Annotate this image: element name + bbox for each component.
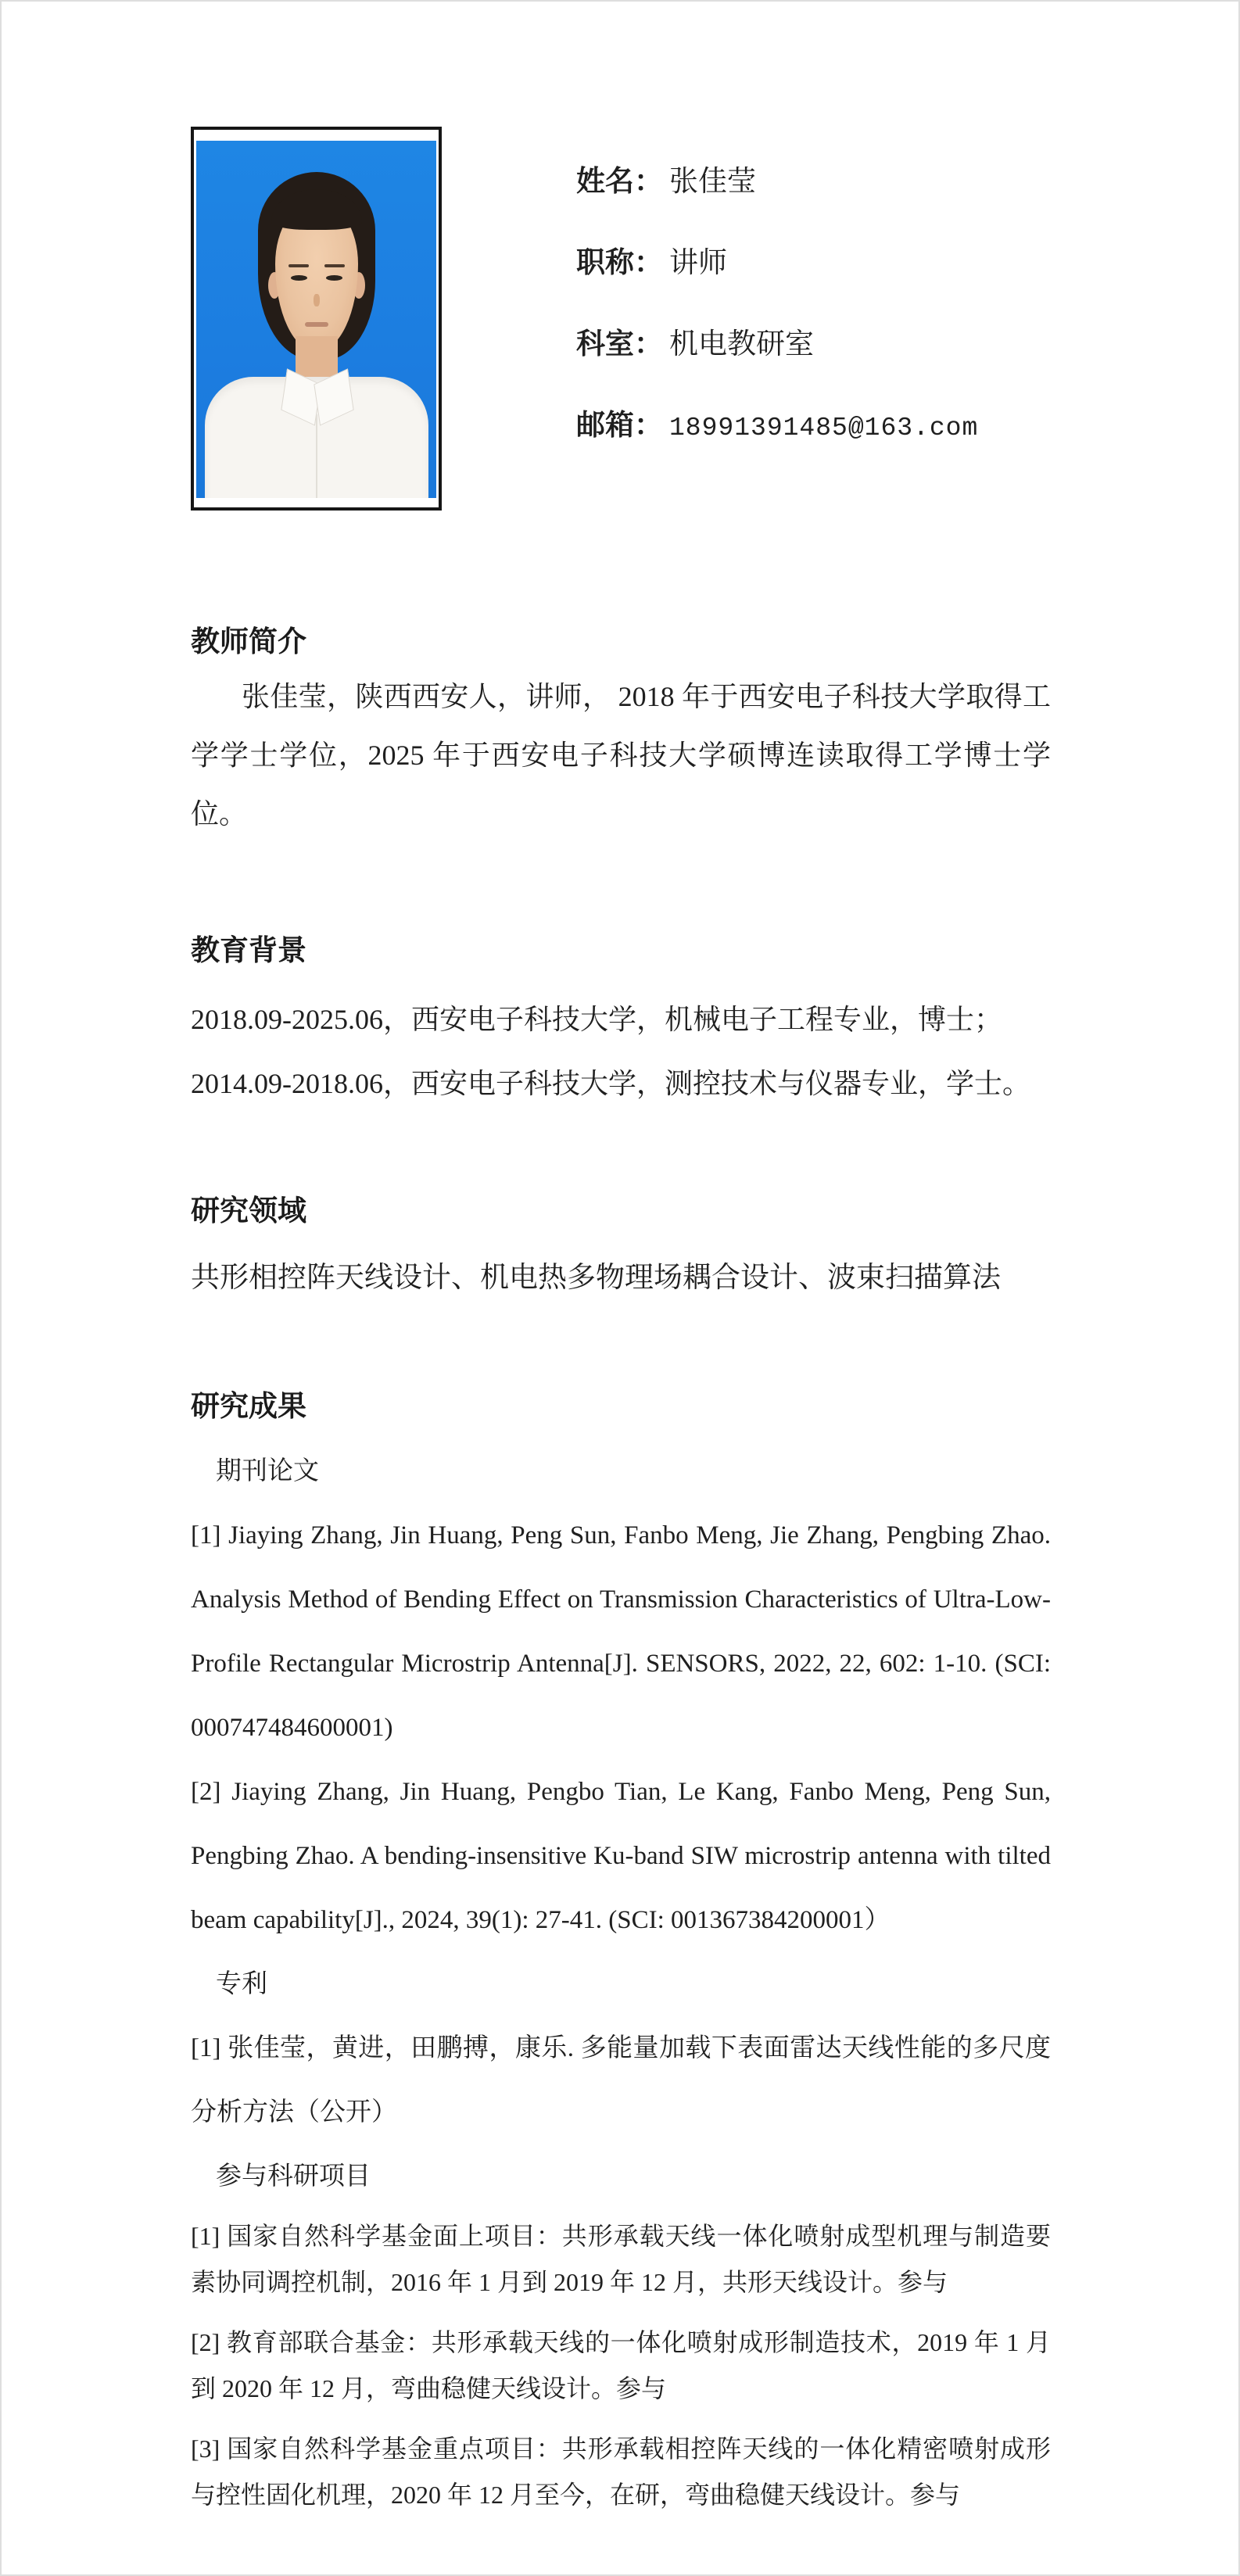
person-nose (314, 294, 320, 306)
department-value: 机电教研室 (669, 328, 814, 360)
research-project-item: [2] 教育部联合基金：共形承载天线的一体化喷射成形制造技术，2019 年 1 月到 2020 年 12 月，弯曲稳健天线设计。参与 (191, 2328, 1051, 2402)
profile-header (191, 127, 1051, 511)
research-areas-line: 共形相控阵天线设计、机电热多物理场耦合设计、波束扫描算法 (191, 1262, 1001, 1294)
person-eye-left (291, 275, 307, 281)
title-value: 讲师 (669, 247, 727, 279)
journal-paper-item: [1] Jiaying Zhang, Jin Huang, Peng Sun, Fanbo Meng, Jie Zhang, Pengbing Zhao. Analysis Method of Bending Effect on Transmission Characteristics of Ultra-Low-Profile Rectangular Microstrip Antenna[J]. SENSORS, 2022, 22, 602: 1-10. (SCI: 000747484600001) (191, 1521, 1051, 1742)
profile-photo (191, 127, 442, 511)
research-project-item: [3] 国家自然科学基金重点项目：共形承载相控阵天线的一体化精密喷射成形与控性固化机理，2020 年 12 月至今，在研，弯曲稳健天线设计。参与 (191, 2434, 1051, 2509)
subheading-research-projects: 参与科研项目 (216, 2162, 371, 2191)
subheading-patents: 专利 (216, 1970, 267, 1998)
subheading-journal-papers: 期刊论文 (216, 1457, 319, 1485)
name-label: 姓名： (576, 166, 663, 198)
title-label: 职称： (576, 247, 663, 279)
info-row-name (576, 167, 978, 197)
journal-paper-item: [2] Jiaying Zhang, Jin Huang, Pengbo Tian, Le Kang, Fanbo Meng, Peng Sun, Pengbing Zhao. A bending-insensitive Ku-band SIW microstrip antenna with tilted beam capability[J]., 2024, 39(1): 27-41. (SCI: 001367384200001） (191, 1778, 1051, 1934)
email-value: 18991391485@163.com (669, 414, 979, 442)
person-shirt-placket (316, 414, 317, 498)
department-label: 科室： (576, 328, 663, 360)
education-item: 2014.09-2018.06，西安电子科技大学，测控技术与仪器专业，学士。 (191, 1068, 1030, 1099)
info-row-department (576, 330, 978, 360)
basic-info-list (576, 127, 978, 511)
person-mouth (305, 322, 328, 327)
email-label: 邮箱： (576, 410, 663, 442)
patent-item: [1] 张佳莹，黄进，田鹏搏，康乐. 多能量加载下表面雷达天线性能的多尺度分析方法（公开） (191, 2034, 1051, 2126)
section-heading-teacher-intro: 教师简介 (191, 626, 306, 658)
info-row-email (576, 411, 978, 441)
person-eyebrow-left (288, 264, 309, 267)
person-eye-right (326, 275, 342, 281)
name-value: 张佳莹 (669, 166, 756, 198)
section-heading-education: 教育背景 (191, 935, 306, 967)
research-project-item: [1] 国家自然科学基金面上项目：共形承载天线一体化喷射成型机理与制造要素协同调控机制，2016 年 1 月到 2019 年 12 月，共形天线设计。参与 (191, 2222, 1051, 2296)
person-eyebrow-right (324, 264, 345, 267)
section-heading-research-areas: 研究领域 (191, 1195, 306, 1227)
photo-background (196, 141, 436, 498)
info-row-title (576, 249, 978, 278)
teacher-intro-paragraph: 张佳莹，陕西西安人，讲师， 2018 年于西安电子科技大学取得工学学士学位，2025 年于西安电子科技大学硕博连读取得工学博士学位。 (191, 681, 1051, 829)
education-item: 2018.09-2025.06，西安电子科技大学，机械电子工程专业，博士； (191, 1004, 1002, 1035)
section-heading-achievements: 研究成果 (191, 1391, 306, 1423)
